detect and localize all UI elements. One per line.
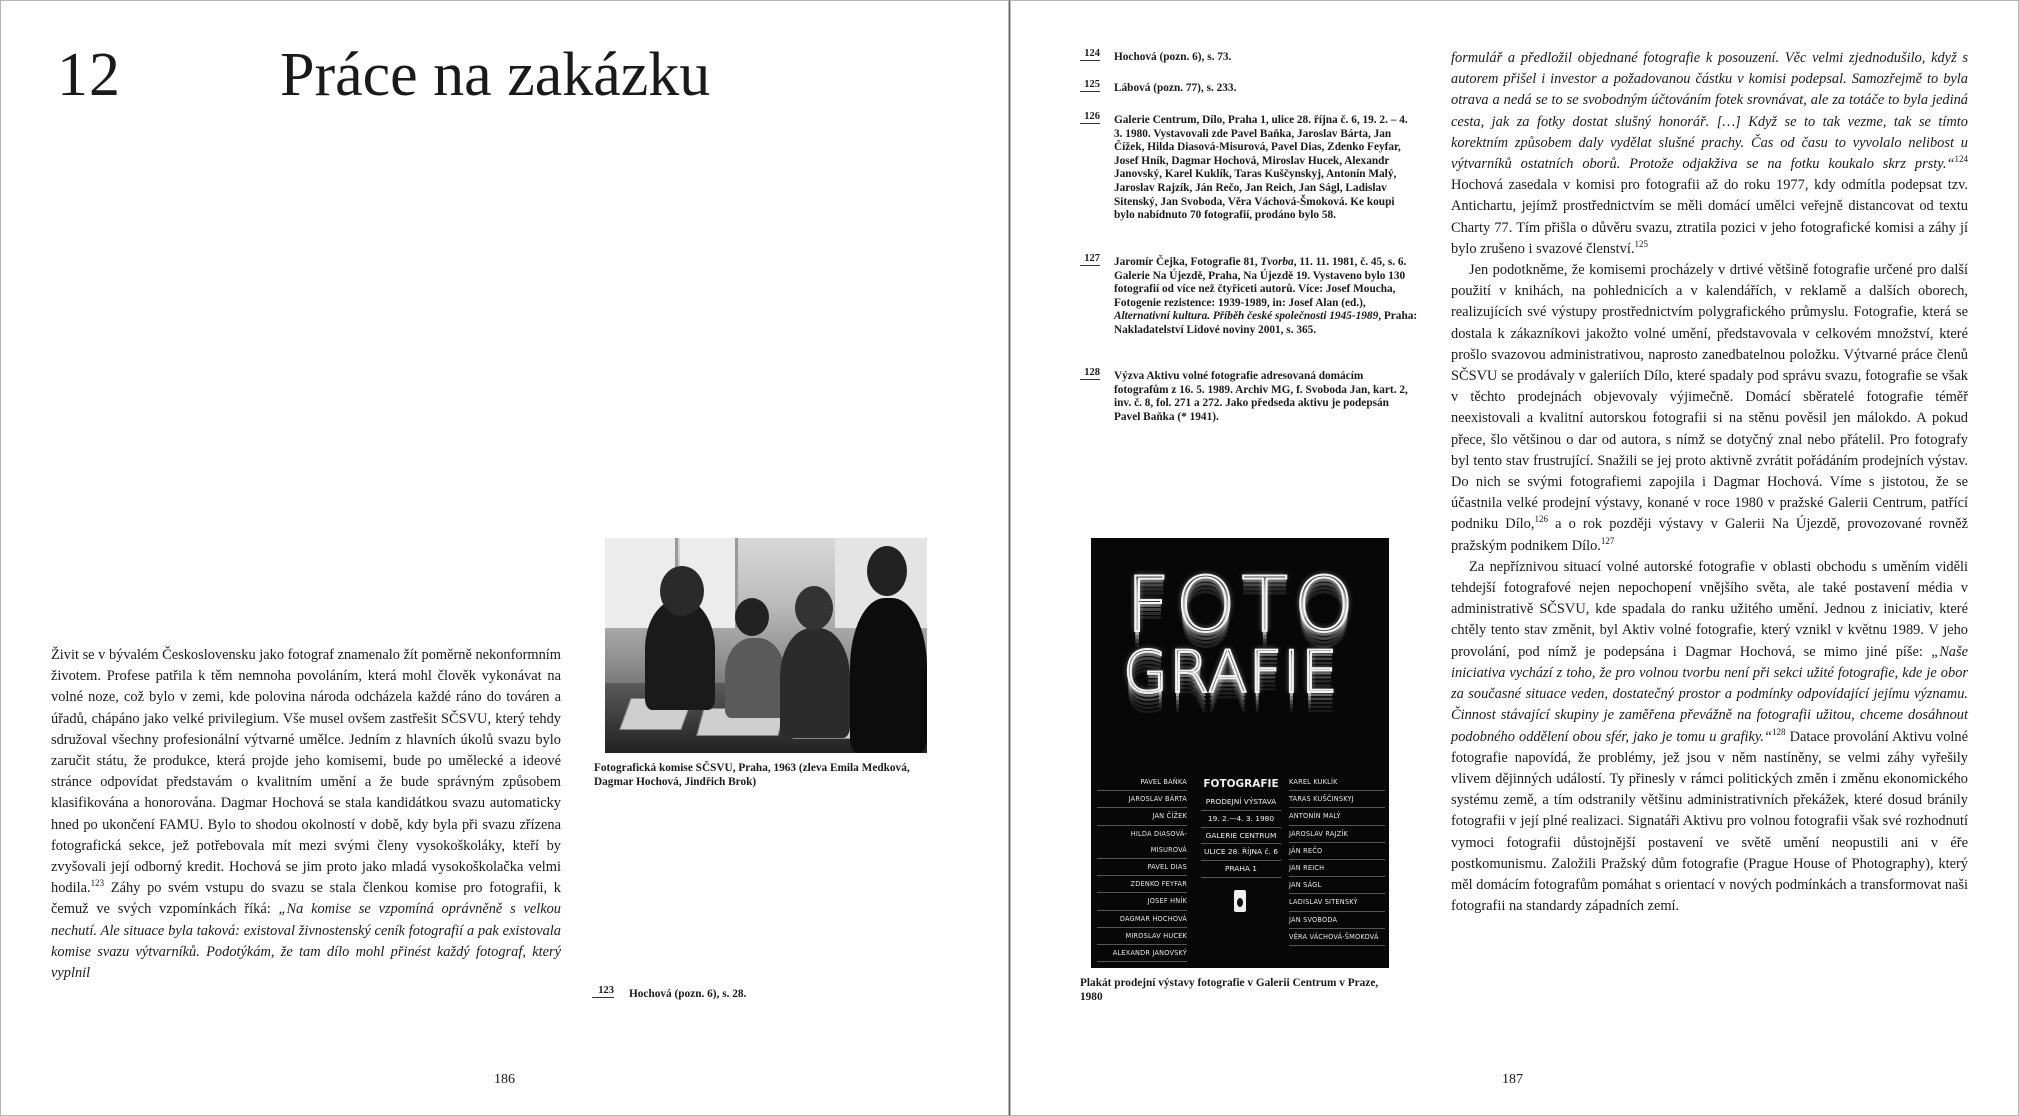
right-body-text: formulář a předložil objednané fotografie k posouzení. Věc velmi zjednodušilo, když s autorem přišel i investor a požadovanou částku v komisi podepsal. Samozřejmě to byla otrava a nedá se to se svobodným účtováním fotek srovnávat, ale za totáče to byla jediná cesta, jak za fotky dostat slušný honorář. […] Když se to tak vezme, tak se tímto korektním způsobem daly vydělat slušné prachy. Čas od času to vyvolalo nelibost u výtvarníků ostatních oborů. Protože odjakživa se na fotku koukalo skrz prsty.“$^{124}$ Hochová zasedala v komisi pro fotografii až do roku 1977, kdy odmítla podepsat tzv. Antichartu, jejímž prostřednictvím se měli domácí umělci veřejně distancovat od textu Charty 77. Tím přišla o důvěru svazu, ztratila pozici v jeho fotografické komisi a záhy jí bylo zrušeno i svazové členství.$^{125}$ Jen podotkněme, že komisemi procházely v drtivé většině fotografie určené pro další použití v knihách, na pohlednicích a v kalendářích, v reklamě a dalších oborech, realizujících své výstupy prostřednictvím polygrafického průmyslu. Fotografie, která se dostala k zákazníkovi jakožto volné umění, představovala v celkovém množství, které prošlo svazovou administrativou, naprosto zanedbatelnou položku. Výtvarné práce členů SČSVU se prodávaly v galeriích Dílo, které spadaly pod správu svazu, fotografie se však v těchto prodejnách objevovaly výjimečně. Domácí sběratelé fotografie téměř neexistovali a kvalitní autorskou fotografii si na stěnu pověsil jen málokdo. A pokud přece, šlo většinou o dar od autora, s nímž se dotyčný znal nebo přátelil. Pro fotografy byl tento stav frustrující. Snažili se jej proto aktivně zvrátit pořádáním prodejních výstav. Do nich se svými fotografiemi zapojila i Dagmar Hochová. Víme s jistotou, že se účastnila velké prodejní výstavy, konané v roce 1980 v pražské Galerii Centrum, patřící podniku Dílo,$^{126}$ a o rok později výstavy v Galerii Na Újezdě, provozované rovněž pražským podnikem Dílo.$^{127}$ Za nepříznivou situací volné autorské fotografie v oblasti obchodu s uměním viděli tehdejší fotografové nejen nepochopení vnějšího světa, ale také postavení média v administrativě SČSVU, kde spadala do ranku užitého umění. Jednou z iniciativ, které chtěly tento stav změnit, byl Aktiv volné fotografie, který vznikl v květnu 1989. V jeho provolání, pod nímž je podepsána i Dagmar Hochová, se mimo jiné píše: „Naše iniciativa vychází z toho, že pro volnou tvorbu není při sekci užité fotografie, kde je obor za současné situace veden, dostatečný prostor a podmínky odpovídající jejímu významu. Činnost stávající skupiny je zaměřena převážně na fotografii užitou, chceme dosáhnout podobného oddělení obou sfér, jako je tomu u grafiky.“$^{128}$ Datace provolání Aktivu volné fotografie napovídá, že problémy, jež jsou v něm nastíněny, se velmi záhy vyřešily vlivem dějinných událostí. Ty přinesly v rámci politických změn i změnu ekonomického systému země, a tím odstranily většinu administrativních překážek, které dosud bránily fotografii v její plné realizaci. Signatáři Aktivu pro volnou fotografii však své rozhodnutí vymoci fotografii důstojnější postavení ve světě umění neopustili ani v éře postkomunismu. Založili Pražský dům fotografie (Prague House of Photography), který měl domácím fotografům pomáhat s orientací v nových podmínkách a transformovat naši fotografii na standardy západních zemí.	[1451, 50, 1968, 915]
poster-info-line: GALERIE CENTRUM	[1201, 828, 1281, 845]
poster-right-names	[1289, 774, 1385, 946]
poster-name: PAVEL DIAS	[1097, 859, 1187, 876]
poster-name: KAREL KUKLÍK	[1289, 774, 1385, 791]
poster-name: ZDENKO FEYFAR	[1097, 876, 1187, 893]
page-number: 187	[1502, 1072, 1523, 1087]
poster-caption: Plakát prodejní výstavy fotografie v Galerii Centrum v Praze, 1980	[1080, 977, 1379, 1003]
poster-name: VĚRA VÁCHOVÁ-ŠMOKOVÁ	[1289, 929, 1385, 946]
poster-name: ANTONÍN MALÝ	[1289, 808, 1385, 825]
poster-name: JAROSLAV BÁRTA	[1097, 791, 1187, 808]
poster-name: JAN SVOBODA	[1289, 912, 1385, 929]
poster-name: ALEXANDR JANOVSKÝ	[1097, 945, 1187, 962]
footnote-number: 123	[592, 985, 614, 998]
page-number: 186	[494, 1072, 515, 1087]
footnote-text: Výzva Aktivu volné fotografie adresovaná domácím fotografům z 16. 5. 1989. Archiv MG, f. Svoboda Jan, kart. 2, inv. č. 8, fol. 271 a 272. Jako předseda aktivu je podepsán Pavel Baňka (* 1941).	[1114, 370, 1408, 423]
footnote-text: Lábová (pozn. 77), s. 233.	[1114, 82, 1237, 94]
photo-caption: Fotografická komise SČSVU, Praha, 1963 (zleva Emila Medková, Dagmar Hochová, Jindřich Brok)	[594, 762, 910, 788]
exhibition-poster	[1091, 538, 1389, 968]
footnote-text: Jaromír Čejka, Fotografie 81, Tvorba, 11. 11. 1981, č. 45, s. 6. Galerie Na Újezdě, Praha, Na Újezdě 19. Vystaveno bylo 130 fotografií od více než čtyřiceti autorů. Více: Josef Moucha, Fotogenie rezistence: 1939-1989, in: Josef Alan (ed.), Alternativní kultura. Příběh české společnosti 1945-1989, Praha: Nakladatelství Lidové noviny 2001, s. 365.	[1114, 256, 1418, 336]
right-page	[1010, 0, 2019, 1116]
poster-center-title: FOTOGRAFIE	[1203, 778, 1279, 790]
footnote-number: 128	[1080, 367, 1100, 380]
poster-info-line: PRAHA 1	[1201, 861, 1281, 878]
poster-name: LADISLAV SITENSKÝ	[1289, 894, 1385, 911]
poster-name: MIROSLAV HUCEK	[1097, 928, 1187, 945]
poster-name: HILDA DIASOVÁ-MISUROVÁ	[1097, 826, 1187, 859]
footnote-text: Hochová (pozn. 6), s. 73.	[1114, 51, 1232, 63]
poster-name: JAROSLAV RAJZÍK	[1289, 826, 1385, 843]
poster-name: DAGMAR HOCHOVÁ	[1097, 911, 1187, 928]
poster-name: JAN SÁGL	[1289, 877, 1385, 894]
poster-info-line: 19. 2.—4. 3. 1980	[1201, 811, 1281, 828]
dilo-logo-icon	[1234, 890, 1246, 912]
poster-name: JOSEF HNÍK	[1097, 893, 1187, 910]
poster-info-line: ULICE 28. ŘÍJNA č. 6	[1201, 844, 1281, 861]
footnote-number: 125	[1080, 79, 1100, 92]
footnote-number: 124	[1080, 48, 1100, 61]
footnote-number: 127	[1080, 253, 1100, 266]
chapter-number: 12	[57, 41, 121, 109]
poster-word-grafie: GRAFIE	[1123, 638, 1339, 706]
chapter-title: Práce na zakázku	[280, 41, 711, 109]
left-page	[0, 0, 1009, 1116]
commission-photo	[605, 538, 927, 753]
poster-center-lines	[1201, 794, 1281, 878]
left-body-text: Živit se v bývalém Československu jako fotograf znamenalo žít poměrně nekonformním životem. Profese patřila k těm nemnoha povoláním, která mohl člověk vykonávat na volné noze, což bylo v zemi, kde polovina národa odcházela každé ráno do továren a úřadů, chápáno jako velké privilegium. Vše musel ovšem zastřešit SČSVU, který tehdy sdružoval všechny profesionální výtvarné umělce. Jedním z hlavních úkolů svazu bylo zaručit státu, že produkce, která projde jeho komisemi, bude po umělecké a ideové stránce odpovídat představám o kvalitním umění a že bude správným způsobem klasifikována a honorována. Dagmar Hochová se stala kandidátkou svazu automaticky hned po ukončení FAMU. Bylo to shodou okolností v době, kdy byla při svazu zřízena fotografická sekce, jež potřebovala mít mezi svými členy vysokoškoláky, kteří by zvyšovali její odborný kredit. Hochová se jim proto jako mladá vysokoškolačka velmi hodila.$^{123}$ Záhy po svém vstupu do svazu se stala členkou komise pro fotografii, k čemuž ve svých vzpomínkách říká: „Na komise se vzpomíná oprávněně s velkou nechutí. Ale situace byla taková: existoval živnostenský ceník fotografií a pak existovala komise svazu výtvarníků. Podotýkám, že tam dílo mohl přinést každý fotograf, který vyplnil	[51, 647, 561, 982]
poster-name: TARAS KUŠČINSKYJ	[1289, 791, 1385, 808]
poster-left-names	[1097, 774, 1187, 962]
poster-name: JAN REICH	[1289, 860, 1385, 877]
footnote-text: Galerie Centrum, Dílo, Praha 1, ulice 28. října č. 6, 19. 2. – 4. 3. 1980. Vystavovali zde Pavel Baňka, Jaroslav Bárta, Jan Čížek, Hilda Diasová-Misurová, Pavel Dias, Zdenko Feyfar, Josef Hník, Dagmar Hochová, Miroslav Hucek, Alexandr Janovský, Karel Kuklík, Taras Kuščynskyj, Antonín Malý, Jaroslav Rajzík, Ján Rečo, Jan Reich, Jan Ságl, Ladislav Sitenský, Jan Svoboda, Věra Váchová-Šmoková. Ke koupi bylo nabídnuto 70 fotografií, prodáno bylo 58.	[1114, 114, 1408, 222]
poster-name: JÁN REČO	[1289, 843, 1385, 860]
poster-word-foto: FOTO	[1126, 560, 1360, 649]
poster-info-line: PRODEJNÍ VÝSTAVA	[1201, 794, 1281, 811]
poster-name: JAN ČÍŽEK	[1097, 808, 1187, 825]
footnote-text: Hochová (pozn. 6), s. 28.	[629, 988, 747, 1000]
poster-name: PAVEL BAŇKA	[1097, 774, 1187, 791]
poster-center-block	[1201, 774, 1281, 878]
footnote-number: 126	[1080, 111, 1100, 124]
